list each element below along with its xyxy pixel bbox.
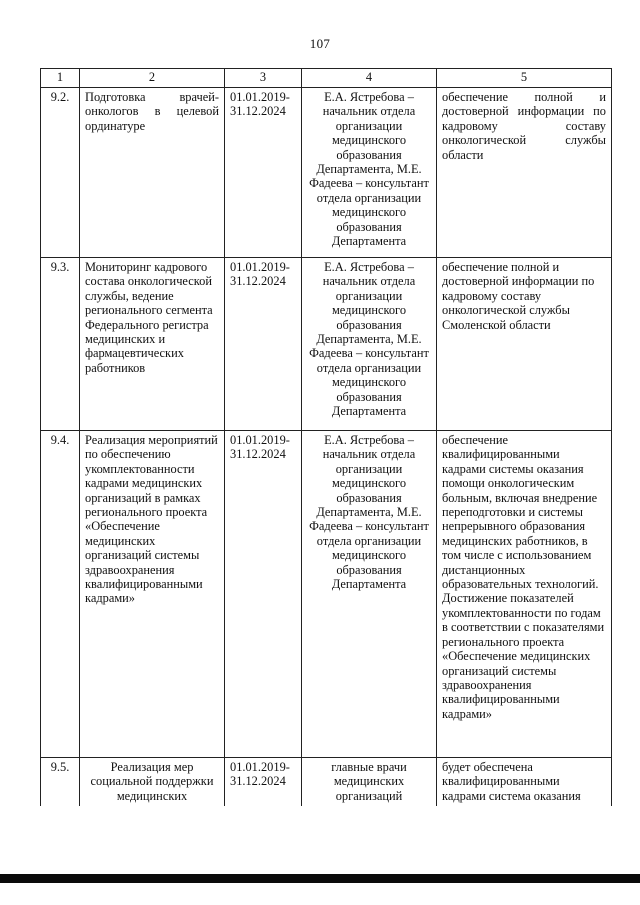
activity-name: Реализация мер социальной поддержки медицинских <box>80 758 225 807</box>
expected-result: обеспечение полной и достоверной информации по кадровому составу онкологической службы Смоленской области <box>437 258 612 431</box>
activity-name: Мониторинг кадрового состава онкологической службы, ведение регионального сегмента Федерального регистра медицинских и фармацевтических работников <box>80 258 225 431</box>
expected-result: обеспечение квалифицированными кадрами системы оказания помощи онкологическим больным, включая внедрение переподготовки и системы непрерывного образования медицинских работников, в том числе с использованием дистанционных образовательных технологий. Достижение показателей укомплектованности по годам в соответствии с показателями регионального проекта «Обеспечение медицинских организаций системы здравоохранения квалифицированными кадрами» <box>437 431 612 758</box>
table-row <box>41 258 612 431</box>
table-row <box>41 431 612 758</box>
period: 01.01.2019-31.12.2024 <box>225 258 302 431</box>
scan-bottom-bar <box>0 874 640 883</box>
row-number: 9.2. <box>41 88 80 258</box>
column-header: 2 <box>80 69 225 88</box>
table-row <box>41 758 612 807</box>
responsible: Е.А. Ястребова – начальник отдела организации медицинского образования Департамента, М.Е. Фадеева – консультант отдела организации медицинского образования Департамента <box>302 431 437 758</box>
column-header: 5 <box>437 69 612 88</box>
responsible: главные врачи медицинских организаций <box>302 758 437 807</box>
table-header-row <box>41 69 612 88</box>
column-header: 3 <box>225 69 302 88</box>
activities-table <box>40 68 612 806</box>
period: 01.01.2019-31.12.2024 <box>225 758 302 807</box>
row-number: 9.4. <box>41 431 80 758</box>
table-row <box>41 88 612 258</box>
column-header: 1 <box>41 69 80 88</box>
page-number: 107 <box>309 36 331 51</box>
expected-result: будет обеспечена квалифицированными кадрами система оказания <box>437 758 612 807</box>
activity-name: Подготовка врачей-онкологов в целевой ординатуре <box>80 88 225 258</box>
expected-result: обеспечение полной и достоверной информации по кадровому составу онкологической службы области <box>437 88 612 258</box>
column-header: 4 <box>302 69 437 88</box>
period: 01.01.2019-31.12.2024 <box>225 431 302 758</box>
responsible: Е.А. Ястребова – начальник отдела организации медицинского образования Департамента, М.Е. Фадеева – консультант отдела организации медицинского образования Департамента <box>302 88 437 258</box>
row-number: 9.3. <box>41 258 80 431</box>
activity-name: Реализация мероприятий по обеспечению укомплектованности кадрами медицинских организаций в рамках регионального проекта «Обеспечение медицинских организаций системы здравоохранения квалифицированными кадрами» <box>80 431 225 758</box>
period: 01.01.2019-31.12.2024 <box>225 88 302 258</box>
responsible: Е.А. Ястребова – начальник отдела организации медицинского образования Департамента, М.Е. Фадеева – консультант отдела организации медицинского образования Департамента <box>302 258 437 431</box>
row-number: 9.5. <box>41 758 80 807</box>
